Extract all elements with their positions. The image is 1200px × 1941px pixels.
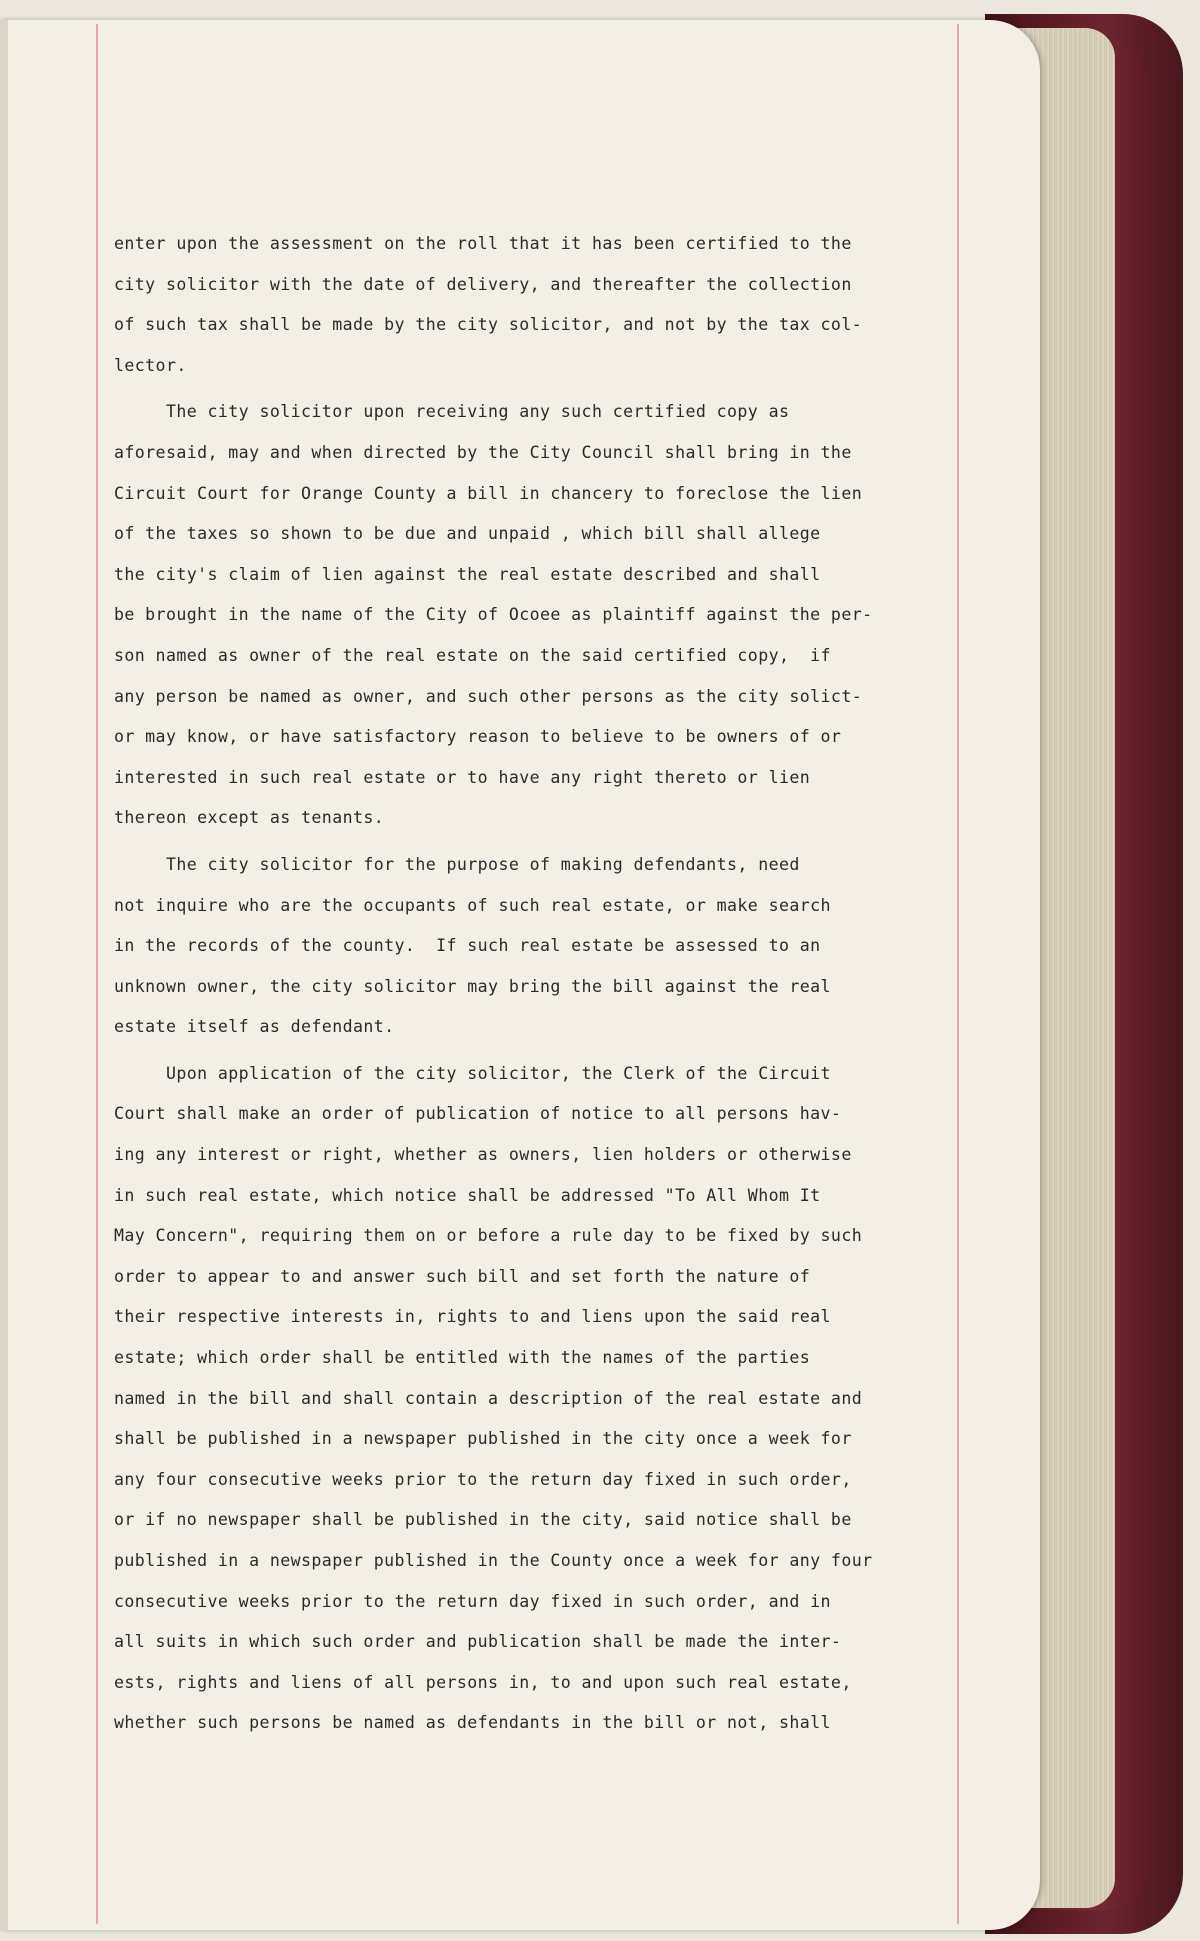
text-line: lector.: [114, 355, 187, 375]
text-line: Court shall make an order of publication of notice to all persons hav-: [114, 1104, 842, 1124]
text-line: of the taxes so shown to be due and unpaid , which bill shall allege: [114, 524, 821, 544]
text-line: consecutive weeks prior to the return day fixed in such order, and in: [114, 1591, 831, 1611]
text-line: ests, rights and liens of all persons in, to and upon such real estate,: [114, 1672, 852, 1692]
text-line: shall be published in a newspaper published in the city once a week for: [114, 1429, 852, 1449]
text-line: published in a newspaper published in the County once a week for any four: [114, 1551, 873, 1570]
text-line: Upon application of the city solicitor, the Clerk of the Circuit: [114, 1063, 831, 1083]
text-line: their respective interests in, rights to and liens upon the said real: [114, 1307, 831, 1327]
text-line: city solicitor with the date of delivery, and thereafter the collection: [114, 274, 852, 294]
text-line: order to appear to and answer such bill and set forth the nature of: [114, 1266, 811, 1286]
text-line: thereon except as tenants.: [114, 808, 385, 828]
text-line: Circuit Court for Orange County a bill in chancery to foreclose the lien: [114, 483, 863, 503]
text-line: estate itself as defendant.: [114, 1017, 395, 1037]
text-line: May Concern", requiring them on or before a rule day to be fixed by such: [114, 1226, 863, 1246]
text-line: enter upon the assessment on the roll that it has been certified to the: [114, 234, 852, 253]
text-line: aforesaid, may and when directed by the City Council shall bring in the: [114, 442, 852, 462]
paragraph: [114, 224, 994, 386]
paragraph: [114, 392, 994, 839]
text-line: not inquire who are the occupants of such real estate, or make search: [114, 895, 831, 915]
text-line: all suits in which such order and publication shall be made the inter-: [114, 1632, 842, 1652]
text-line: be brought in the name of the City of Ocoee as plaintiff against the per-: [114, 605, 873, 625]
paragraph: [114, 1054, 994, 1744]
text-line: The city solicitor upon receiving any such certified copy as: [114, 402, 790, 422]
paragraph: [114, 845, 994, 1048]
text-line: or may know, or have satisfactory reason to believe to be owners of or: [114, 727, 842, 747]
text-line: estate; which order shall be entitled with the names of the parties: [114, 1348, 811, 1368]
typed-text-body: [114, 224, 994, 1744]
text-line: ing any interest or right, whether as owners, lien holders or otherwise: [114, 1145, 852, 1165]
text-line: any four consecutive weeks prior to the return day fixed in such order,: [114, 1469, 852, 1489]
text-line: unknown owner, the city solicitor may bring the bill against the real: [114, 976, 831, 996]
gutter-strip: [0, 20, 8, 1930]
text-line: the city's claim of lien against the real estate described and shall: [114, 564, 821, 584]
text-line: named in the bill and shall contain a description of the real estate and: [114, 1388, 863, 1408]
text-line: in such real estate, which notice shall be addressed "To All Whom It: [114, 1185, 821, 1205]
text-line: of such tax shall be made by the city solicitor, and not by the tax col-: [114, 315, 863, 335]
text-line: or if no newspaper shall be published in the city, said notice shall be: [114, 1510, 852, 1530]
text-line: son named as owner of the real estate on the said certified copy, if: [114, 645, 831, 665]
left-margin-rule: [96, 24, 98, 1924]
text-line: The city solicitor for the purpose of making defendants, need: [114, 854, 800, 874]
text-line: interested in such real estate or to have any right thereto or lien: [114, 767, 811, 787]
text-line: any person be named as owner, and such other persons as the city solict-: [114, 686, 863, 706]
text-line: in the records of the county. If such real estate be assessed to an: [114, 936, 821, 956]
text-line: whether such persons be named as defendants in the bill or not, shall: [114, 1713, 831, 1733]
